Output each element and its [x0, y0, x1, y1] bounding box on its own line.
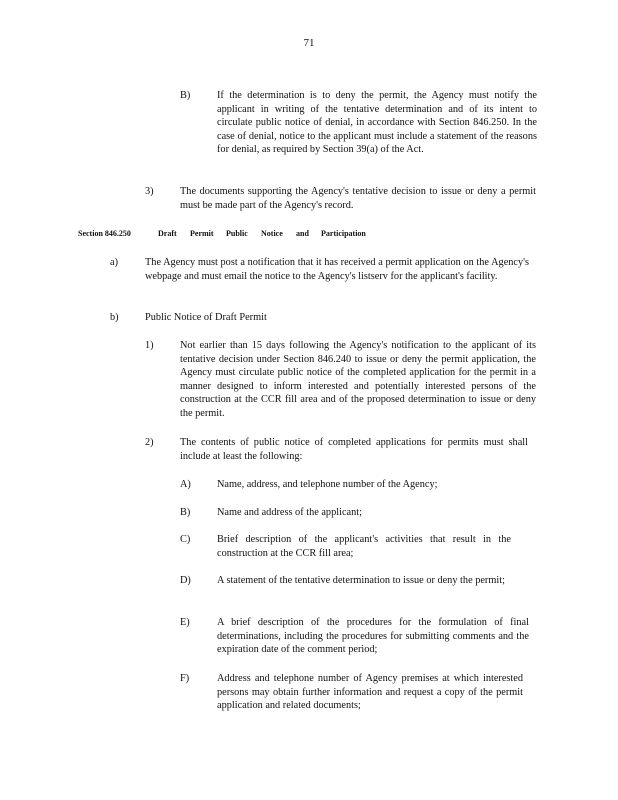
section-heading: [78, 229, 458, 241]
item-label: B): [180, 507, 191, 518]
item-text: The documents supporting the Agency's tentative decision to issue or deny a permit must be made part of the Agency's record.: [180, 186, 536, 211]
item-text: The contents of public notice of completed applications for permits must shall include at least the following:: [180, 437, 528, 462]
item-text: Name and address of the applicant;: [217, 507, 362, 518]
item-label: 1): [145, 340, 154, 351]
heading-word: Public: [226, 229, 248, 238]
heading-word: Permit: [190, 229, 214, 238]
heading-word: Draft: [158, 229, 177, 238]
page-number: 71: [303, 37, 315, 49]
item-text: Brief description of the applicant's activities that result in the construction at the CCR fill area;: [217, 534, 511, 559]
item-text: Not earlier than 15 days following the Agency's notification to the applicant of its tentative decision under Section 846.240 to issue or deny the permit application, the Agency must circulate public notice of the completed application for the permit in a manner designed to inform interested and potentially interested persons of the construction at the CCR fill area and of the proposed determination to issue or deny the permit.: [180, 340, 536, 419]
item-text: If the determination is to deny the permit, the Agency must notify the applicant in writing of the tentative determination and of its intent to circulate public notice of denial, in accordance with Section 846.250. In the case of denial, notice to the applicant must include a statement of the reasons for denial, as required by Section 39(a) of the Act.: [217, 90, 537, 156]
item-text: A brief description of the procedures for the formulation of final determinations, including the procedures for submitting comments and the expiration date of the comment period;: [217, 617, 529, 656]
item-text: A statement of the tentative determination to issue or deny the permit;: [217, 575, 505, 586]
item-text: Address and telephone number of Agency premises at which interested persons may obtain further information and request a copy of the permit application and related documents;: [217, 673, 523, 712]
item-label: E): [180, 617, 190, 628]
item-label: D): [180, 575, 191, 586]
heading-word: and: [296, 229, 309, 238]
item-label: 2): [145, 437, 154, 448]
item-text: Public Notice of Draft Permit: [145, 312, 267, 323]
item-label: F): [180, 673, 190, 684]
item-label: A): [180, 479, 191, 490]
heading-word: Notice: [261, 229, 283, 238]
item-label: 3): [145, 186, 154, 197]
item-label: C): [180, 534, 191, 545]
item-text: The Agency must post a notification that it has received a permit application on the Agency's webpage and must email the notice to the Agency's listserv for the applicant's facility.: [145, 257, 529, 282]
item-label: b): [110, 312, 119, 323]
heading-word: Participation: [321, 229, 366, 238]
item-label: a): [110, 257, 118, 268]
item-text: Name, address, and telephone number of the Agency;: [217, 479, 438, 490]
item-label: B): [180, 90, 191, 101]
section-number: Section 846.250: [78, 229, 131, 238]
